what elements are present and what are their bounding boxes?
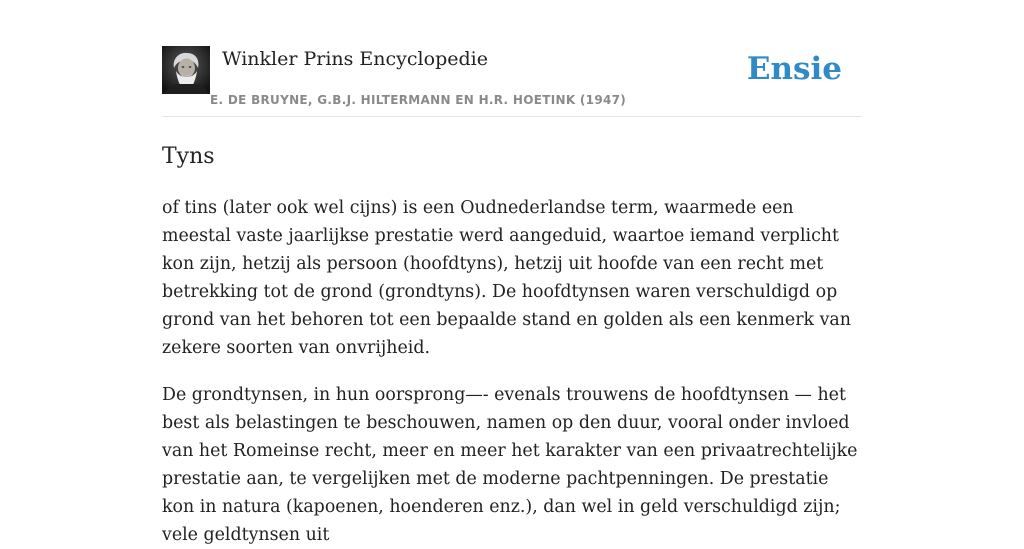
paragraph-2: De grondtynsen, in hun oorsprong—- evenals trouwens de hoofdtynsen — het best als belastingen te beschouwen, namen op den duur, vooral onder invloed van het Romeinse recht, meer en meer het karakter van een privaatrechtelijke prestatie aan, te vergelijken met de moderne pachtpenningen. De prestatie kon in natura (kapoenen, hoenderen enz.), dan wel in geld verschuldigd zijn; vele geldtynsen uit <box>162 385 858 545</box>
ensie-logo-link[interactable]: Ensie <box>746 51 842 87</box>
portrait-icon <box>162 46 210 94</box>
author-portrait[interactable] <box>162 46 210 94</box>
paragraph-1: of tins (later ook wel cijns) is een Oudnederlandse term, waarmede een meestal vaste jaarlijkse prestatie werd aangeduid, waartoe iemand verplicht kon zijn, hetzij als persoon (hoofdtyns), hetzij uit hoofde van een recht met betrekking tot de grond (grondtyns). De hoofdtynsen waren verschuldigd op grond van het behoren tot een bepaalde stand en golden als een kenmerk van zekere soorten van onvrijheid. <box>162 198 851 358</box>
source-header <box>162 46 862 117</box>
source-title[interactable]: Winkler Prins Encyclopedie <box>222 48 488 70</box>
page <box>162 0 862 549</box>
entry-title: Tyns <box>162 144 215 169</box>
source-authors: E. DE BRUYNE, G.B.J. HILTERMANN EN H.R. HOETINK (1947) <box>210 93 627 107</box>
